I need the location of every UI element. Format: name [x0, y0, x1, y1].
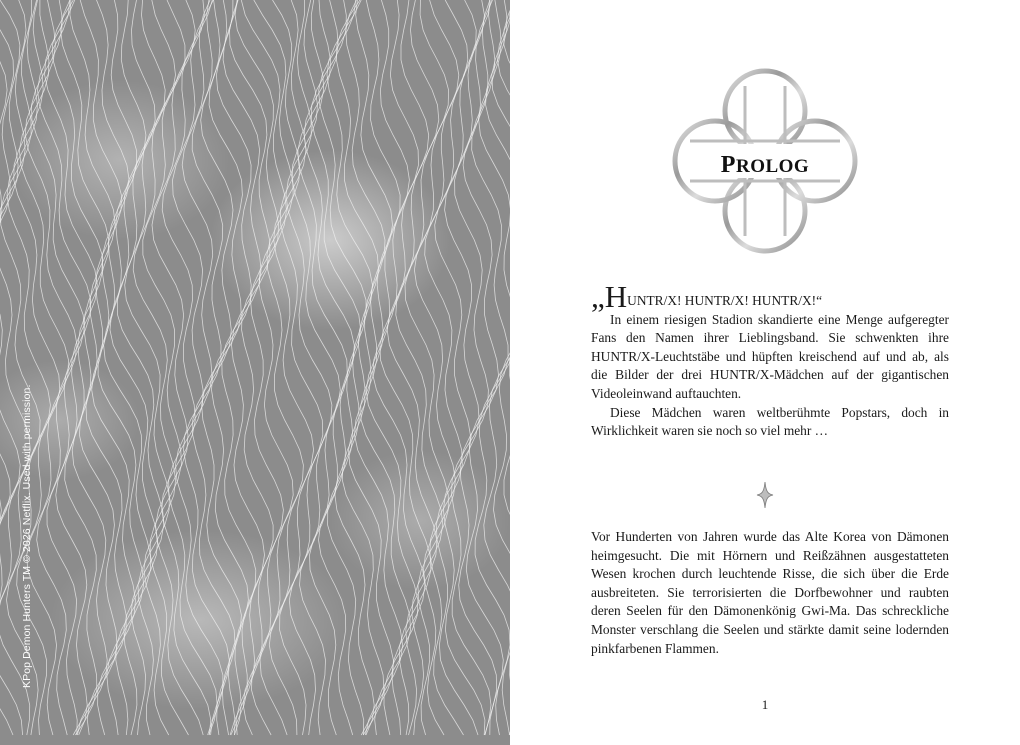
opening-section — [591, 279, 949, 441]
opening-line: „HUNTR/X! HUNTR/X! HUNTR/X!“ — [591, 279, 823, 314]
opening-paragraph-2: Diese Mädchen waren weltberühmte Popstars, doch in Wirklichkeit waren sie noch so viel mehr … — [591, 404, 949, 439]
section-two — [591, 528, 949, 658]
page-number: 1 — [761, 697, 769, 712]
section-two-paragraph: Vor Hunderten von Jahren wurde das Alte Korea von Dämonen heimgesucht. Die mit Hörnern und Reißzähnen ausgestatteten Wesen krochen durch leuchtende Risse, die sich über die Erde ausbreiteten. Sie terrorisierten die Dorfbewohner und raubten deren Seelen für den Dämonenkönig Gwi-Ma. Das schreckliche Monster verschlang die Seelen und stärkte damit seine lodernden pinkfarbenen Flammen. — [591, 529, 949, 656]
chapter-title: PROLOG — [720, 152, 810, 178]
opening-paragraph-1: In einem riesigen Stadion skandierte eine Menge aufgeregter Fans den Namen ihrer Lieblingsband. Sie schwenkten ihre HUNTR/X-Leuchtstäbe und hüpften kreischend auf und ab, als die Bilder der drei HUNTR/X-Mädchen auf der gigantischen Videoleinwand auftauchten. — [591, 311, 949, 401]
right-page — [510, 0, 1020, 745]
sparkle-ornament-icon — [755, 480, 775, 510]
drop-cap: „H — [591, 279, 628, 314]
copyright-notice: KPop Demon Hunters TM © 2026 Netflix. Used with permission. — [21, 384, 33, 688]
